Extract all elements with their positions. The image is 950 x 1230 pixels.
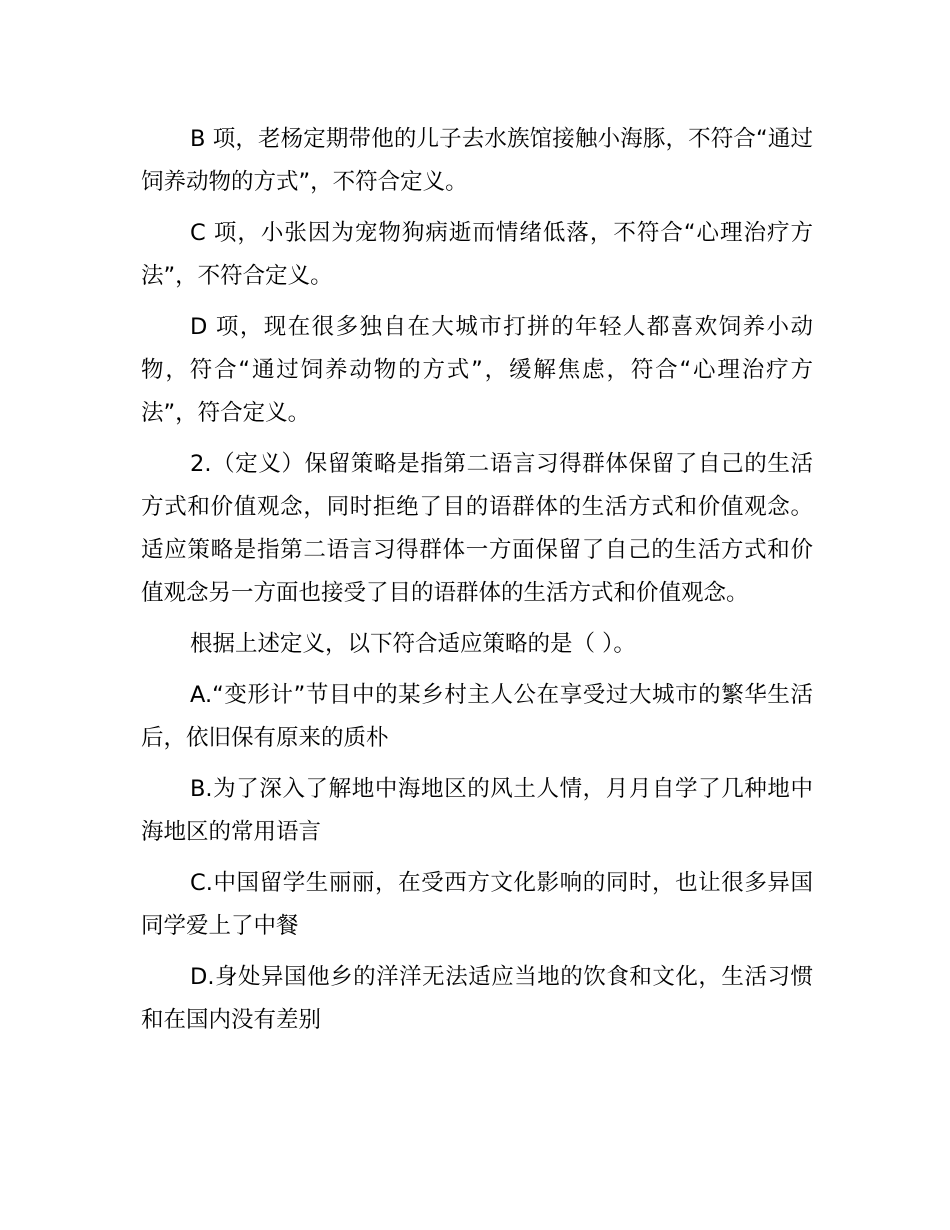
option-a: A.“变形计”节目中的某乡村主人公在享受过大城市的繁华生活后，依旧保有原来的质朴 xyxy=(141,682,813,751)
explanation-b: B 项，老杨定期带他的儿子去水族馆接触小海豚，不符合“通过饲养动物的方式”，不符合定义。 xyxy=(141,126,813,195)
question-prompt: 根据上述定义，以下符合适应策略的是（ ）。 xyxy=(190,631,636,657)
question-definition: 2.（定义）保留策略是指第二语言习得群体保留了自己的生活方式和价值观念，同时拒绝了目的语群体的生活方式和价值观念。适应策略是指第二语言习得群体一方面保留了自己的生活方式和价值观念另一方面也接受了目的语群体的生活方式和价值观念。 xyxy=(141,451,813,606)
explanation-d: D 项，现在很多独自在大城市打拼的年轻人都喜欢饲养小动物，符合“通过饲养动物的方式”，缓解焦虑，符合“心理治疗方法”，符合定义。 xyxy=(141,314,813,426)
option-c: C.中国留学生丽丽，在受西方文化影响的同时，也让很多异国同学爱上了中餐 xyxy=(141,870,813,939)
document-page xyxy=(141,118,813,1050)
explanation-c: C 项，小张因为宠物狗病逝而情绪低落，不符合“心理治疗方法”，不符合定义。 xyxy=(141,220,813,289)
option-d: D.身处异国他乡的洋洋无法适应当地的饮食和文化，生活习惯和在国内没有差别 xyxy=(141,964,813,1033)
option-b: B.为了深入了解地中海地区的风土人情，月月自学了几种地中海地区的常用语言 xyxy=(141,776,813,845)
